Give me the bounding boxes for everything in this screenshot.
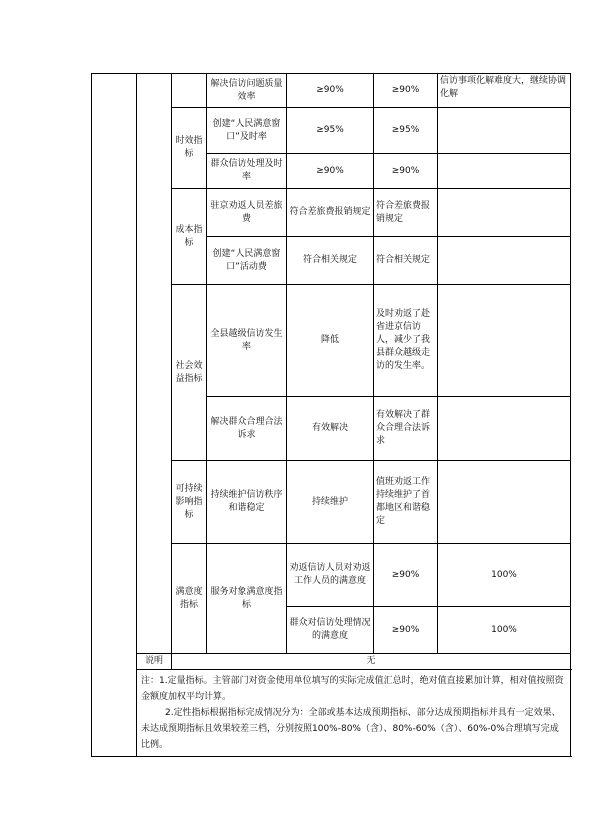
target-value: ≥95% (287, 108, 374, 154)
actual-value: 及时劝返了赴省进京信访人，减少了我县群众越级走访的发生率。 (374, 285, 438, 397)
actual-value: 有效解决了群众合理合法诉求 (374, 397, 438, 461)
blank-col-1 (92, 74, 137, 757)
notes (137, 670, 571, 757)
deviation-reason (438, 154, 571, 189)
category-cost: 成本指标 (172, 189, 207, 285)
target-value: ≥90% (287, 74, 374, 108)
indicator-name: 持续维护信访秩序和谐稳定 (207, 461, 287, 544)
deviation-reason: 信访事项化解难度大，继续协调化解 (438, 74, 571, 108)
explain-value: 无 (172, 654, 571, 670)
note-line-2: 2.定性指标根据指标完成情况分为：全部或基本达成预期指标、部分达成预期指标并具有一定效果、未达成预期指标且效果较差三档，分别按照100%-80%（含）、80%-60%（含）、60%-0%合理填写完成比例。 (141, 708, 561, 750)
actual-value: ≥90% (374, 154, 438, 189)
indicator-name: 驻京劝返人员差旅费 (207, 189, 287, 237)
indicator-name: 全县越级信访发生率 (207, 285, 287, 397)
deviation-reason (438, 461, 571, 544)
actual-value: ≥90% (374, 74, 438, 108)
indicator-name: 劝返信访人员对劝返工作人员的满意度 (287, 544, 374, 607)
target-value: 有效解决 (287, 397, 374, 461)
note-line-1: 注：1.定量指标。主管部门对资金使用单位填写的实际完成值汇总时，绝对值直接累加计算，相对值按照资金额度加权平均计算。 (141, 676, 564, 702)
actual-value: 符合相关规定 (374, 237, 438, 285)
indicator-name: 解决群众合理合法诉求 (207, 397, 287, 461)
deviation-reason (438, 237, 571, 285)
target-value: ≥90% (287, 154, 374, 189)
actual-value: 值班劝返工作持续维护了首都地区和谐稳定 (374, 461, 438, 544)
actual-value: 100% (438, 544, 571, 607)
indicator-name: 创建“人民满意窗口”及时率 (207, 108, 287, 154)
deviation-reason (438, 397, 571, 461)
explain-label: 说明 (137, 654, 172, 670)
indicator-name: 解决信访问题质量效率 (207, 74, 287, 108)
deviation-reason (438, 285, 571, 397)
actual-value: 符合差旅费报销规定 (374, 189, 438, 237)
target-value: 符合差旅费报销规定 (287, 189, 374, 237)
performance-table (91, 73, 571, 757)
target-value: 降低 (287, 285, 374, 397)
target-value: ≥90% (374, 544, 438, 607)
deviation-reason (438, 108, 571, 154)
target-value: 符合相关规定 (287, 237, 374, 285)
target-value: ≥90% (374, 607, 438, 654)
target-value: 持续维护 (287, 461, 374, 544)
deviation-reason (438, 189, 571, 237)
subcategory-service-satisfaction: 服务对象满意度指标 (207, 544, 287, 654)
category-satisfaction: 满意度指标 (172, 544, 207, 654)
indicator-name: 创建“人民满意窗口”活动费 (207, 237, 287, 285)
blank-col-3 (172, 74, 207, 108)
indicator-name: 群众对信访处理情况的满意度 (287, 607, 374, 654)
actual-value: ≥95% (374, 108, 438, 154)
category-social-benefit: 社会效益指标 (172, 285, 207, 461)
indicator-name: 群众信访处理及时率 (207, 154, 287, 189)
category-sustainable-impact: 可持续影响指标 (172, 461, 207, 544)
blank-col-2 (137, 74, 172, 654)
category-timeliness: 时效指标 (172, 108, 207, 189)
actual-value: 100% (438, 607, 571, 654)
